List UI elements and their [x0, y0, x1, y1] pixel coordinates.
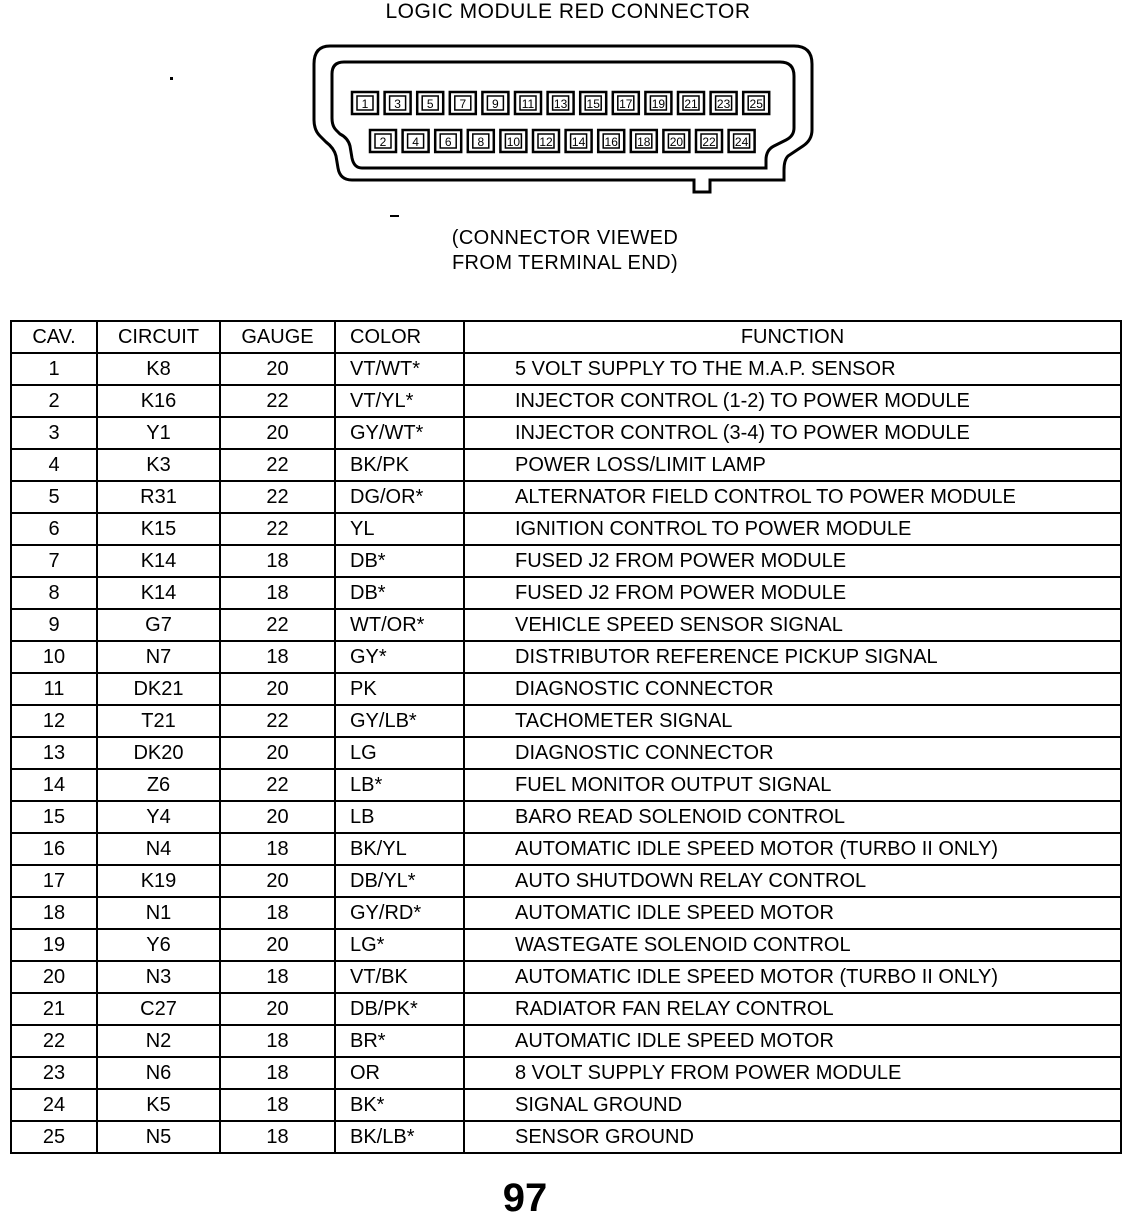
cell-color: GY/WT*: [335, 417, 464, 449]
pin-number: 16: [604, 135, 618, 149]
pin-number: 5: [426, 97, 434, 111]
table-row: [11, 769, 1121, 801]
cell-circuit: N5: [97, 1121, 220, 1153]
cell-function: WASTEGATE SOLENOID CONTROL: [464, 929, 1121, 961]
connector-title: LOGIC MODULE RED CONNECTOR: [385, 0, 751, 23]
cell-gauge: 20: [220, 929, 335, 961]
pin-cavity: [598, 130, 624, 152]
pin-cavity: [352, 92, 378, 114]
cell-cav: 25: [11, 1121, 97, 1153]
cell-cav: 12: [11, 705, 97, 737]
table-row: [11, 513, 1121, 545]
header-circuit: CIRCUIT: [97, 321, 220, 353]
cell-function: DISTRIBUTOR REFERENCE PICKUP SIGNAL: [464, 641, 1121, 673]
pin-cavity: [417, 92, 443, 114]
cell-gauge: 18: [220, 1057, 335, 1089]
cell-function: INJECTOR CONTROL (1-2) TO POWER MODULE: [464, 385, 1121, 417]
header-color: COLOR: [335, 321, 464, 353]
cell-cav: 20: [11, 961, 97, 993]
cell-color: DB/PK*: [335, 993, 464, 1025]
cell-function: FUSED J2 FROM POWER MODULE: [464, 545, 1121, 577]
pin-number: 18: [637, 135, 651, 149]
cell-function: IGNITION CONTROL TO POWER MODULE: [464, 513, 1121, 545]
cell-gauge: 18: [220, 577, 335, 609]
pin-cavity: [468, 130, 494, 152]
cell-gauge: 18: [220, 897, 335, 929]
cell-function: POWER LOSS/LIMIT LAMP: [464, 449, 1121, 481]
pin-cavity: [482, 92, 508, 114]
table-row: [11, 577, 1121, 609]
cell-gauge: 18: [220, 1025, 335, 1057]
pin-number: 19: [651, 97, 666, 111]
cell-cav: 23: [11, 1057, 97, 1089]
cell-function: AUTOMATIC IDLE SPEED MOTOR (TURBO II ONLY): [464, 961, 1121, 993]
cell-circuit: N7: [97, 641, 220, 673]
cell-cav: 16: [11, 833, 97, 865]
table-header-row: [11, 321, 1121, 353]
cell-color: OR: [335, 1057, 464, 1089]
cell-gauge: 20: [220, 673, 335, 705]
table-row: [11, 865, 1121, 897]
pin-number: 8: [477, 135, 485, 149]
pin-cavity: [580, 92, 606, 114]
cell-cav: 19: [11, 929, 97, 961]
pin-cavity: [678, 92, 704, 114]
cell-function: TACHOMETER SIGNAL: [464, 705, 1121, 737]
cell-cav: 18: [11, 897, 97, 929]
table-row: [11, 449, 1121, 481]
cell-cav: 4: [11, 449, 97, 481]
cell-function: INJECTOR CONTROL (3-4) TO POWER MODULE: [464, 417, 1121, 449]
cell-circuit: R31: [97, 481, 220, 513]
table-row: [11, 929, 1121, 961]
connector-view-note-line1: (CONNECTOR VIEWED: [451, 227, 679, 249]
pin-number: 12: [539, 135, 553, 149]
cell-cav: 2: [11, 385, 97, 417]
cell-color: BR*: [335, 1025, 464, 1057]
cell-color: BK/PK: [335, 449, 464, 481]
cell-cav: 9: [11, 609, 97, 641]
cell-color: VT/YL*: [335, 385, 464, 417]
pin-cavity: [663, 130, 689, 152]
cell-circuit: N2: [97, 1025, 220, 1057]
cell-circuit: K14: [97, 545, 220, 577]
connector-diagram: [300, 40, 820, 200]
pin-number: 14: [571, 135, 586, 149]
cell-color: YL: [335, 513, 464, 545]
table-row: [11, 897, 1121, 929]
cell-circuit: T21: [97, 705, 220, 737]
pin-number: 2: [379, 135, 387, 149]
table-body: [11, 353, 1121, 1153]
cell-gauge: 20: [220, 993, 335, 1025]
pin-cavity: [743, 92, 769, 114]
table-row: [11, 993, 1121, 1025]
table-row: [11, 481, 1121, 513]
cell-cav: 6: [11, 513, 97, 545]
table-row: [11, 673, 1121, 705]
pin-number: 4: [412, 135, 419, 149]
cell-gauge: 22: [220, 513, 335, 545]
cell-gauge: 20: [220, 865, 335, 897]
table-row: [11, 353, 1121, 385]
table-row: [11, 705, 1121, 737]
pin-cavity: [500, 130, 526, 152]
cell-cav: 10: [11, 641, 97, 673]
cell-gauge: 22: [220, 769, 335, 801]
pin-number: 13: [553, 97, 568, 111]
cell-color: DB/YL*: [335, 865, 464, 897]
cell-function: RADIATOR FAN RELAY CONTROL: [464, 993, 1121, 1025]
cell-function: SIGNAL GROUND: [464, 1089, 1121, 1121]
header-gauge: GAUGE: [220, 321, 335, 353]
cell-gauge: 18: [220, 833, 335, 865]
pin-number: 24: [734, 135, 749, 149]
cell-circuit: K8: [97, 353, 220, 385]
cell-gauge: 20: [220, 417, 335, 449]
page-number: 97: [502, 1176, 548, 1220]
cell-gauge: 22: [220, 705, 335, 737]
cell-circuit: N6: [97, 1057, 220, 1089]
cell-color: GY*: [335, 641, 464, 673]
table-row: [11, 1025, 1121, 1057]
cell-gauge: 22: [220, 481, 335, 513]
pin-cavity: [403, 130, 429, 152]
pin-number: 22: [702, 135, 716, 149]
table-row: [11, 961, 1121, 993]
cell-color: LG*: [335, 929, 464, 961]
cell-circuit: K19: [97, 865, 220, 897]
cell-cav: 3: [11, 417, 97, 449]
pin-cavity: [385, 92, 411, 114]
cell-cav: 5: [11, 481, 97, 513]
pin-number: 6: [444, 135, 452, 149]
cell-gauge: 22: [220, 609, 335, 641]
pin-number: 25: [749, 97, 763, 111]
cell-gauge: 18: [220, 545, 335, 577]
cell-function: ALTERNATOR FIELD CONTROL TO POWER MODULE: [464, 481, 1121, 513]
pin-cavity: [435, 130, 461, 152]
cell-cav: 1: [11, 353, 97, 385]
cell-cav: 11: [11, 673, 97, 705]
cell-circuit: Y4: [97, 801, 220, 833]
cell-color: GY/RD*: [335, 897, 464, 929]
cell-circuit: N4: [97, 833, 220, 865]
cell-cav: 15: [11, 801, 97, 833]
cell-color: VT/WT*: [335, 353, 464, 385]
cell-function: VEHICLE SPEED SENSOR SIGNAL: [464, 609, 1121, 641]
cell-circuit: C27: [97, 993, 220, 1025]
connector-housing-outer: [314, 46, 812, 192]
pin-cavity: [370, 130, 396, 152]
cell-circuit: G7: [97, 609, 220, 641]
scan-speck: [170, 77, 173, 80]
header-function: FUNCTION: [464, 321, 1121, 353]
pin-cavity: [729, 130, 755, 152]
pin-number: 21: [684, 97, 698, 111]
cell-function: AUTO SHUTDOWN RELAY CONTROL: [464, 865, 1121, 897]
cell-cav: 14: [11, 769, 97, 801]
table-row: [11, 801, 1121, 833]
cell-color: DB*: [335, 545, 464, 577]
cell-function: 8 VOLT SUPPLY FROM POWER MODULE: [464, 1057, 1121, 1089]
cell-function: 5 VOLT SUPPLY TO THE M.A.P. SENSOR: [464, 353, 1121, 385]
scan-speck: [390, 215, 399, 217]
cell-gauge: 18: [220, 1121, 335, 1153]
table-row: [11, 737, 1121, 769]
connector-view-note-line2: FROM TERMINAL END): [451, 252, 679, 274]
pin-cavity: [548, 92, 574, 114]
cell-circuit: DK20: [97, 737, 220, 769]
pin-cavity: [645, 92, 671, 114]
pin-number: 11: [521, 97, 535, 111]
cell-color: VT/BK: [335, 961, 464, 993]
table-row: [11, 1121, 1121, 1153]
cell-circuit: N3: [97, 961, 220, 993]
cell-color: BK*: [335, 1089, 464, 1121]
cell-color: LB: [335, 801, 464, 833]
cell-gauge: 18: [220, 641, 335, 673]
pin-cavity: [613, 92, 639, 114]
pin-number: 20: [669, 135, 684, 149]
cell-circuit: K16: [97, 385, 220, 417]
cell-color: LG: [335, 737, 464, 769]
table-row: [11, 641, 1121, 673]
pin-number: 23: [716, 97, 731, 111]
pin-cavity: [566, 130, 592, 152]
cell-gauge: 22: [220, 385, 335, 417]
cell-gauge: 20: [220, 353, 335, 385]
connector-view-note: [400, 226, 730, 276]
cell-circuit: Z6: [97, 769, 220, 801]
pin-number: 1: [361, 97, 369, 111]
cell-cav: 22: [11, 1025, 97, 1057]
cell-function: SENSOR GROUND: [464, 1121, 1121, 1153]
cell-color: DG/OR*: [335, 481, 464, 513]
cell-cav: 24: [11, 1089, 97, 1121]
pin-cavity: [515, 92, 541, 114]
cell-function: BARO READ SOLENOID CONTROL: [464, 801, 1121, 833]
cell-circuit: K5: [97, 1089, 220, 1121]
cell-color: BK/LB*: [335, 1121, 464, 1153]
pin-number: 9: [492, 97, 499, 111]
cell-cav: 17: [11, 865, 97, 897]
cell-gauge: 20: [220, 737, 335, 769]
cell-function: AUTOMATIC IDLE SPEED MOTOR: [464, 897, 1121, 929]
cell-gauge: 22: [220, 449, 335, 481]
cell-circuit: Y1: [97, 417, 220, 449]
cell-circuit: K15: [97, 513, 220, 545]
pin-cavity: [711, 92, 737, 114]
cell-circuit: N1: [97, 897, 220, 929]
pin-number: 10: [506, 135, 521, 149]
cell-circuit: K14: [97, 577, 220, 609]
pin-cavity: [450, 92, 476, 114]
cell-circuit: DK21: [97, 673, 220, 705]
cell-function: DIAGNOSTIC CONNECTOR: [464, 737, 1121, 769]
cell-gauge: 18: [220, 1089, 335, 1121]
cell-color: GY/LB*: [335, 705, 464, 737]
cell-cav: 13: [11, 737, 97, 769]
table-row: [11, 417, 1121, 449]
cell-color: BK/YL: [335, 833, 464, 865]
cell-cav: 8: [11, 577, 97, 609]
cell-cav: 21: [11, 993, 97, 1025]
cell-circuit: Y6: [97, 929, 220, 961]
cell-function: DIAGNOSTIC CONNECTOR: [464, 673, 1121, 705]
cell-cav: 7: [11, 545, 97, 577]
table-row: [11, 545, 1121, 577]
table-row: [11, 609, 1121, 641]
header-cav: CAV.: [11, 321, 97, 353]
cell-function: FUEL MONITOR OUTPUT SIGNAL: [464, 769, 1121, 801]
cell-gauge: 18: [220, 961, 335, 993]
pin-cavity: [533, 130, 559, 152]
pin-number: 7: [459, 97, 467, 111]
top-pin-row: [352, 92, 769, 114]
cell-function: FUSED J2 FROM POWER MODULE: [464, 577, 1121, 609]
pin-number: 15: [586, 97, 600, 111]
cell-color: WT/OR*: [335, 609, 464, 641]
cell-color: LB*: [335, 769, 464, 801]
table-row: [11, 1089, 1121, 1121]
pin-cavity: [631, 130, 657, 152]
cell-circuit: K3: [97, 449, 220, 481]
table-row: [11, 385, 1121, 417]
cell-color: DB*: [335, 577, 464, 609]
cell-gauge: 20: [220, 801, 335, 833]
cell-color: PK: [335, 673, 464, 705]
bottom-pin-row: [370, 130, 755, 152]
table-row: [11, 833, 1121, 865]
wiring-table: [10, 320, 1122, 1154]
pin-cavity: [696, 130, 722, 152]
pin-number: 3: [394, 97, 401, 111]
cell-function: AUTOMATIC IDLE SPEED MOTOR: [464, 1025, 1121, 1057]
cell-function: AUTOMATIC IDLE SPEED MOTOR (TURBO II ONLY): [464, 833, 1121, 865]
table-row: [11, 1057, 1121, 1089]
pin-number: 17: [619, 97, 633, 111]
